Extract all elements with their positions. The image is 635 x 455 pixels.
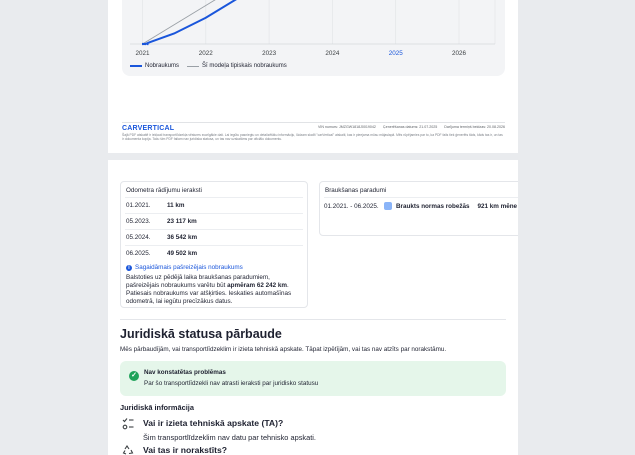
legend-swatch-mileage (130, 65, 142, 67)
habit-km: 921 km mēne (477, 202, 518, 210)
section-divider (120, 319, 506, 320)
odometer-date: 01.2021. (126, 202, 151, 209)
no-issues-title: Nav konstatētas problēmas (144, 369, 226, 376)
odometer-date: 06.2025. (126, 250, 151, 257)
footer-meta (312, 125, 505, 129)
x-tick-label: 2023 (262, 50, 277, 57)
insight-estimate: apmēram 62 242 km (227, 282, 288, 289)
recycle-icon (122, 444, 134, 455)
legal-status-subtitle: Mēs pārbaudījām, vai transportlīdzeklim ir izieta tehniskā apskate. Tāpat izpētījām, vai tas nav atzīts par norakstāmu. (120, 346, 447, 353)
x-tick-label: 2022 (198, 50, 213, 57)
legal-status-title: Juridiskā statusa pārbaude (120, 327, 282, 341)
odometer-date: 05.2024. (126, 234, 151, 241)
report-page-2 (108, 160, 518, 455)
odometer-table (125, 197, 303, 261)
habit-period: 01.2021. - 06.2025. (324, 202, 379, 210)
x-tick-label: 2026 (451, 50, 467, 57)
odometer-value: 49 502 km (167, 250, 198, 257)
driving-habits-card (319, 181, 518, 236)
no-issues-banner (120, 361, 506, 396)
inspection-question: Vai ir izieta tehniskā apskate (TA)? (143, 418, 284, 428)
table-row (125, 245, 303, 261)
expected-mileage-text (126, 274, 302, 306)
written-off-question: Vai tas ir norakstīts? (143, 445, 228, 455)
habit-label: Braukts normas robežās (396, 202, 470, 210)
brand-logo: CARVERTICAL (122, 125, 175, 132)
insight-text-start: Balstoties uz pēdējā laika braukšanas paradumiem, pašreizējais nobraukums varētu būt (126, 274, 270, 289)
report-page-1 (108, 0, 518, 153)
checklist-icon (122, 417, 134, 433)
valid-until: Darījuma termiņš beidzas: 20.08.2026 (444, 125, 505, 129)
expected-mileage-heading (126, 264, 243, 271)
odometer-card (120, 181, 308, 308)
odometer-title: Odometra rādījumu ieraksti (126, 187, 202, 194)
legend-label-mileage: Nobraukums (145, 63, 180, 69)
fine-print: Šajā PDF atskaitē ir iekļauti transportlīdzekļa vēstures svarīgākie dati. Lai iegūtu pasniegtu un detalizētāku informāciju, lūdzam skatīt "carVertical" atskaiti, kas ir pieejama mūsu mājaslapā. Mēs rūpējamies par to, ka PDF fails tiek ģenerēts tāds, kāds tas ir, un tas ir dokumenta kopija. Taču šim PDF failam nav juridiska statusa, un tas nav uzskatāms par oficiālu dokumentu. (122, 133, 503, 142)
driving-habits-title: Braukšanas paradumi (325, 187, 387, 194)
insight-text-end: . Patiesais nobraukums var atšķirties. Ieskaties automašīnas odometrā, lai iegūtu precīzākus datus. (126, 282, 292, 305)
habit-color-square (384, 202, 392, 210)
chart-legend (130, 63, 287, 69)
odometer-date: 05.2023. (126, 218, 151, 225)
info-icon: i (126, 265, 132, 271)
odometer-value: 11 km (167, 202, 185, 209)
inspection-answer: Šim transportlīdzeklim nav datu par tehnisko apskati. (143, 433, 316, 442)
no-issues-text: Par šo transportlīdzekli nav atrasti ieraksti par juridisko statusu (144, 380, 319, 387)
legal-info-heading: Juridiskā informācija (120, 403, 194, 412)
mileage-chart-card (122, 0, 505, 76)
table-row (125, 213, 303, 229)
x-tick-label: 2021 (135, 50, 150, 57)
generated-date: Ģenerēšanas datums: 21.07.2025 (382, 125, 438, 129)
x-tick-label: 2025 (388, 50, 403, 57)
legend-swatch-typical (187, 66, 199, 67)
table-row (125, 229, 303, 245)
check-circle-icon: ✓ (129, 371, 139, 381)
table-row (125, 197, 303, 213)
page-footer (122, 122, 505, 142)
driving-habits-row (324, 197, 518, 214)
expected-mileage-title: Sagaidāmais pašreizējais nobraukums (135, 264, 243, 271)
vin-number: VIN numurs: JMZGW1818J0019042 (317, 125, 376, 129)
x-tick-label: 2024 (325, 50, 340, 57)
mileage-chart (122, 0, 505, 60)
odometer-value: 36 542 km (167, 234, 198, 241)
odometer-value: 23 117 km (167, 218, 197, 225)
legend-label-typical: Šī modeļa tipiskais nobraukums (202, 63, 287, 69)
